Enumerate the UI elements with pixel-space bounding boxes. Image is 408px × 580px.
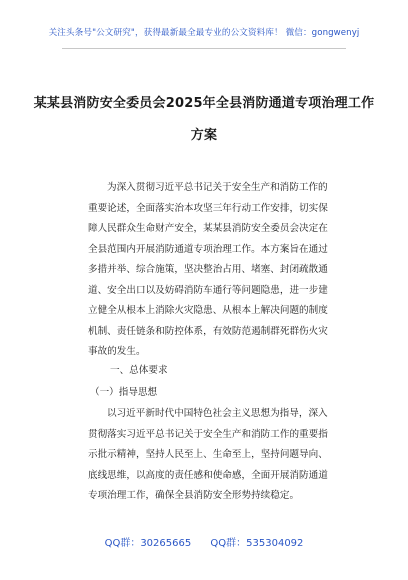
- text-line: 机制、责任链条和防控体系，有效防范遏制群死群伤火灾: [88, 325, 328, 337]
- paragraph-guiding-ideology: [88, 404, 346, 507]
- text-line: 重要论述，全面落实治本攻坚三年行动工作安排，切实保: [88, 202, 328, 214]
- document-title: 某某县消防安全委员会2025年全县消防通道专项治理工作: [33, 96, 375, 111]
- text-line: 事故的发生。: [88, 346, 146, 357]
- text-line: 以习近平新时代中国特色社会主义思想为指导，深入: [107, 408, 328, 419]
- text-line: 障人民群众生命财产安全，某某县消防安全委员会决定在: [88, 223, 328, 234]
- text-line: 示批示精神，坚持人民至上、生命至上，坚持问题导向、: [88, 449, 328, 460]
- subsection-heading: （一）指导思想: [90, 387, 158, 398]
- footer-qq-group-2: QQ群：535304092: [210, 538, 304, 549]
- text-line: 全县范围内开展消防通道专项治理工作。本方案旨在通过: [88, 243, 328, 255]
- header-divider: [62, 48, 346, 49]
- text-line: 专项治理工作，确保全县消防安全形势持续稳定。: [88, 490, 300, 501]
- text-line: 多措并举、综合施策，坚决整治占用、堵塞、封闭疏散通: [88, 264, 328, 275]
- footer-qq-group-1: QQ群：30265665: [104, 538, 192, 549]
- text-line: 底线思维，以高度的责任感和使命感，全面开展消防通道: [88, 469, 328, 481]
- paragraph-intro: [88, 178, 346, 363]
- header-banner: 关注头条号"公文研究"，获得最新最全最专业的公文资料库！ 微信：gongwenyj: [48, 28, 360, 38]
- text-line: 为深入贯彻习近平总书记关于安全生产和消防工作的: [107, 182, 328, 193]
- footer: [0, 534, 408, 549]
- text-line: 贯彻落实习近平总书记关于安全生产和消防工作的重要指: [88, 428, 328, 440]
- document-title-continued: 方案: [190, 128, 218, 143]
- section-heading: 一、总体要求: [110, 365, 168, 376]
- text-line: 立健全从根本上消除火灾隐患、从根本上解决问题的制度: [88, 305, 328, 316]
- text-line: 道、安全出口以及妨碍消防车通行等问题隐患，进一步建: [88, 284, 328, 296]
